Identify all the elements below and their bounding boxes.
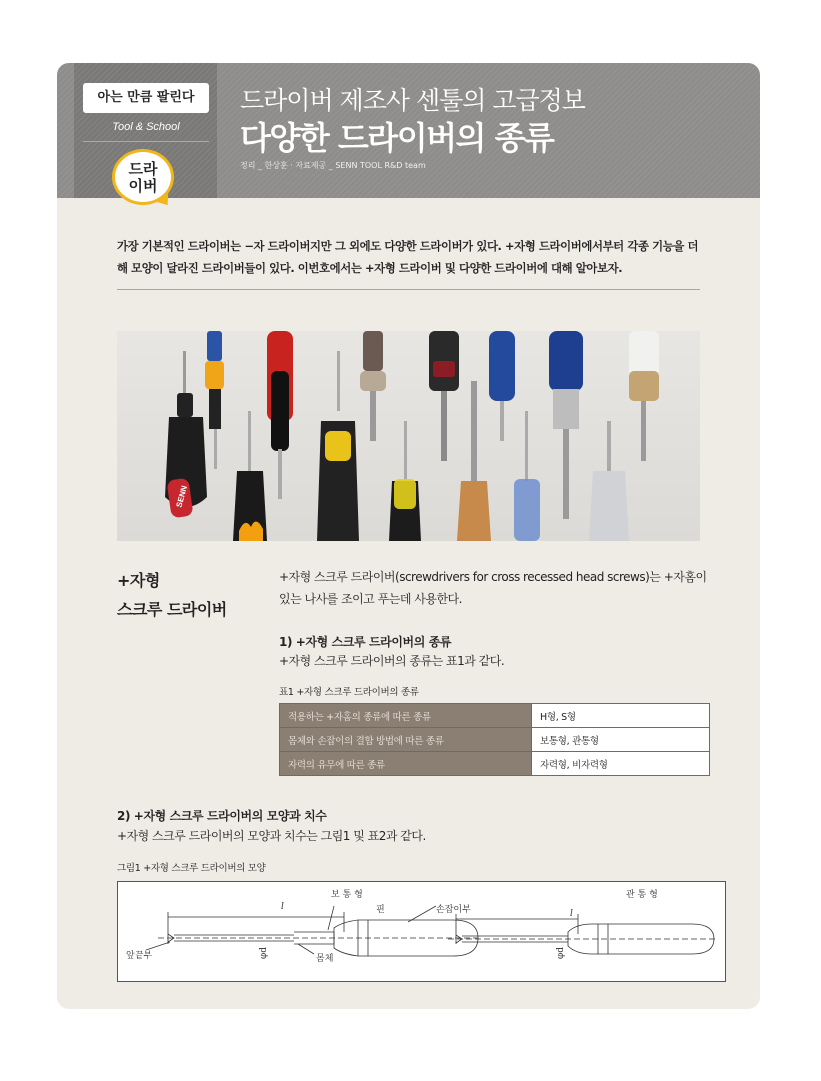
screwdriver-13-icon <box>589 421 629 541</box>
figure-label-handle: 손잡이부 <box>436 905 471 915</box>
article-subtitle: 드라이버 제조사 센툴의 고급정보 <box>240 86 585 115</box>
screwdriver-8-icon <box>429 331 459 461</box>
table-cell-key: 자력의 유무에 따른 종류 <box>280 752 532 776</box>
figure-label-pin: 핀 <box>376 905 385 915</box>
table-cell-value: 보통형, 관통형 <box>532 728 710 752</box>
intro-paragraph: 가장 기본적인 드라이버는 −자 드라이버지만 그 외에도 다양한 드라이버가 있다. +자형 드라이버에서부터 각종 기능을 더해 모양이 달라진 드라이버들이 있다. 이번호에서는 +자형 드라이버 및 다양한 드라이버에 대해 알아보자. <box>117 239 699 275</box>
divider <box>83 141 209 142</box>
section-paragraph: +자형 스크루 드라이버(screwdrivers for cross recessed head screws)는 +자홈이 있는 나사를 조이고 푸는데 사용한다. <box>279 570 707 606</box>
screwdriver-7-icon <box>389 421 421 541</box>
figure-label-body: 몸체 <box>316 954 334 964</box>
figure-label-diameter-right: φd <box>556 946 567 960</box>
intro-divider <box>117 289 700 290</box>
figure-left-title: 보 통 형 <box>331 890 363 900</box>
table-cell-key: 적용하는 +자홈의 종류에 따른 종류 <box>280 704 532 728</box>
article-title: 다양한 드라이버의 종류 <box>240 119 554 157</box>
table-cell-value: H형, S형 <box>532 704 710 728</box>
subsection-2-heading: 2) +자형 스크루 드라이버의 모양과 치수 <box>117 809 327 823</box>
section-heading-line-1: +자형 <box>117 571 160 590</box>
subsection-1-text: +자형 스크루 드라이버의 종류는 표1과 같다. <box>279 654 505 668</box>
section-label: Tool & School <box>112 121 180 133</box>
badge-line-1: 드라 <box>128 160 158 178</box>
figure-caption: 그림1 +자형 스크루 드라이버의 모양 <box>117 863 266 874</box>
screwdriver-11-icon <box>514 411 540 541</box>
figure-label-diameter-left: φd <box>259 946 270 960</box>
table-row <box>280 704 710 728</box>
series-label: 아는 만큼 팔린다 <box>83 83 209 113</box>
figure-label-length-left: l <box>281 902 284 912</box>
table-cell-key: 몸체와 손잡이의 결합 방법에 따른 종류 <box>280 728 532 752</box>
screwdriver-shape-figure <box>117 881 726 982</box>
screwdriver-5-icon <box>317 351 359 541</box>
figure-right-title: 관 통 형 <box>626 890 658 900</box>
section-heading-line-2: 스크루 드라이버 <box>117 600 227 619</box>
screwdriver-10-icon <box>489 331 515 441</box>
screwdriver-drawing <box>118 882 727 983</box>
category-badge <box>112 149 174 205</box>
screwdriver-1-icon <box>165 351 207 518</box>
screwdriver-14-icon <box>629 331 659 461</box>
screwdriver-9-icon <box>457 381 491 541</box>
table-cell-value: 자력형, 비자력형 <box>532 752 710 776</box>
screwdriver-12-icon <box>549 331 583 519</box>
screwdriver-3-icon <box>267 331 293 499</box>
article-page <box>57 63 760 1009</box>
screwdrivers-photo <box>117 331 700 541</box>
table-row <box>280 752 710 776</box>
screwdriver-2-icon <box>205 331 224 469</box>
subsection-1-heading: 1) +자형 스크루 드라이버의 종류 <box>279 635 452 649</box>
table-caption: 표1 +자형 스크루 드라이버의 종류 <box>279 687 419 698</box>
screwdriver-6-icon <box>360 331 386 441</box>
photo-brand-text: SENN <box>174 484 189 509</box>
figure-label-length-right: l <box>570 909 573 919</box>
screwdriver-types-table <box>279 703 710 776</box>
article-credit: 정리 _ 한상훈 · 자료제공 _ SENN TOOL R&D team <box>240 161 426 170</box>
subsection-2-text: +자형 스크루 드라이버의 모양과 치수는 그림1 및 표2과 같다. <box>117 829 426 843</box>
screwdrivers-illustration <box>117 331 700 541</box>
badge-line-2: 이버 <box>128 177 158 195</box>
screwdriver-4-icon <box>233 411 267 541</box>
figure-label-tip: 앞끝부 <box>126 951 153 961</box>
table-row <box>280 728 710 752</box>
